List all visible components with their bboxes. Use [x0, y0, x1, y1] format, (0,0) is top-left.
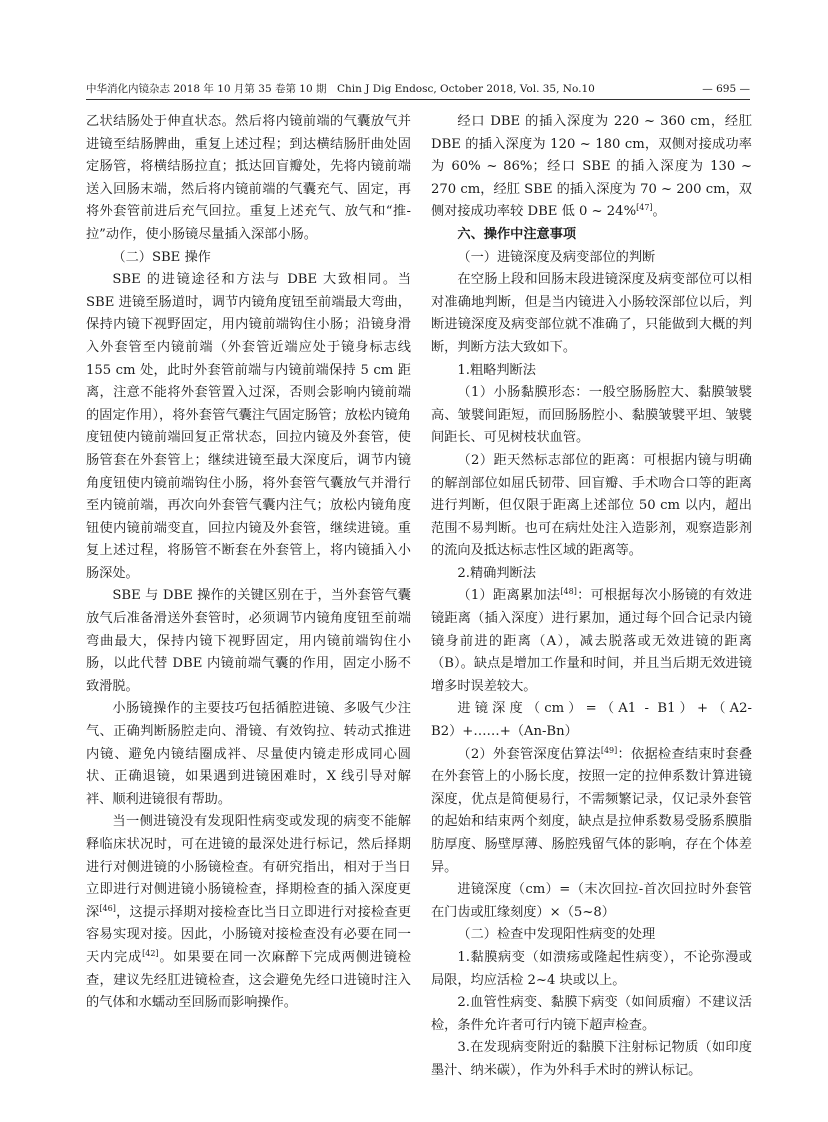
paragraph	[431, 585, 752, 698]
paragraph	[431, 744, 752, 880]
method-heading-precise: 2.精确判断法	[457, 565, 536, 581]
subsection-heading: （二）检查中发现阳性病变的处理	[457, 927, 656, 943]
formula: 进镜深度（cm）=（A1 - B1）+（A2-B2）+……+（An-Bn）	[431, 701, 752, 740]
running-header	[86, 80, 750, 98]
citation: [48]	[560, 587, 577, 597]
section-heading-6: 六、操作中注意事项	[457, 226, 577, 242]
citation: [49]	[600, 745, 618, 755]
paragraph	[431, 111, 752, 224]
paragraph: SBE 的进镜途径和方法与 DBE 大致相同。当 SBE 进镜至肠道时，调节内镜角度钮至前端最大弯曲，保持内镜下视野固定，用内镜前端钩住小肠；沿镜身滑入外套管至内镜前端（外套管近端应处于镜身标志线 155 cm 处，此时外套管前端与内镜前端保持 5 cm 距离，注意不能将外套管置入过深，否则会影响内镜前端的固定作用），将外套管气囊注气固定肠管；放松内镜角度钮使内镜前端回复正常状态，回拉内镜及外套管，使肠管套在外套管上；继续进镜至最大深度后，调节内镜角度钮使内镜前端钩住小肠，将外套管气囊放气并滑行至内镜前端，再次向外套管气囊内注气；放松内镜角度钮使内镜前端变直，回拉内镜及外套管，继续进镜。重复上述过程，将肠管不断套在外套管上，将内镜插入小肠深处。	[86, 272, 411, 581]
citation: [46]	[99, 903, 116, 913]
paragraph: SBE 与 DBE 操作的关键区别在于，当外套管气囊放气后准备滑送外套管时，必须调节内镜角度钮至前端弯曲最大，保持内镜下视野固定，用内镜前端钩住小肠，以此代替 DBE 内镜前端气囊的作用，固定小肠不致滑脱。	[86, 588, 411, 694]
paragraph: （1）小肠黏膜形态：一般空肠肠腔大、黏膜皱襞高、皱襞间距短，而回肠肠腔小、黏膜皱襞平坦、皱襞间距长、可见树枝状血管。	[431, 385, 752, 446]
paragraph: 在空肠上段和回肠末段进镜深度及病变部位可以相对准确地判断，但是当内镜进入小肠较深部位以后，判断进镜深度及病变部位就不准确了，只能做到大概的判断，判断方法大致如下。	[431, 272, 752, 355]
paragraph: 3.在发现病变附近的黏膜下注射标记物质（如印度墨汁、纳米碳），作为外科手术时的辨认标记。	[431, 1040, 752, 1078]
formula: 进镜深度（cm）=（末次回拉-首次回拉时外套管在门齿或肛缘刻度）×（5~8）	[431, 882, 752, 920]
subsection-heading: （一）进镜深度及病变部位的判断	[457, 249, 656, 265]
text-run: （1）距离累加法	[457, 588, 561, 604]
page-number: — 695 —	[702, 83, 750, 95]
paragraph: 小肠镜操作的主要技巧包括循腔进镜、多吸气少注气、正确判断肠腔走向、滑镜、有效钩拉、转动式推进内镜、避免内镜结圈成袢、尽量使内镜走形成同心圆状、正确退镜，如果遇到进镜困难时，X 线引导对解袢、顺利进镜很有帮助。	[86, 701, 411, 807]
citation: [47]	[636, 203, 653, 213]
header-rule	[86, 99, 750, 100]
text-run: 当一侧进镜没有发现阳性病变或发现的病变不能解释临床状况时，可在进镜的最深处进行标记，然后择期进行对侧进镜的小肠镜检查。有研究指出，相对于当日立即进行对侧进镜小肠镜检查，择期检查的插入深度更深	[86, 814, 411, 920]
text-run: （2）外套管深度估算法	[457, 746, 601, 762]
section-heading-sbe: （二）SBE 操作	[112, 249, 211, 265]
paragraph: 乙状结肠处于伸直状态。然后将内镜前端的气囊放气并进镜至结肠脾曲，重复上述过程；到达横结肠肝曲处固定肠管，将横结肠拉直；抵达回盲瓣处，先将内镜前端送入回肠末端，然后将内镜前端的气囊充气、固定，再将外套管前进后充气回拉。重复上述充气、放气和“推-拉”动作，使小肠镜尽量插入深部小肠。	[86, 114, 411, 242]
text-run: 经口 DBE 的插入深度为 220 ~ 360 cm，经肛 DBE 的插入深度为 120 ~ 180 cm，双侧对接成功率为 60% ~ 86%；经口 SBE 的插入深度为 130 ~ 270 cm，经肛 SBE 的插入深度为 70 ~ 200 cm，双侧对接成功率较 DBE 低 0 ~ 24%	[431, 114, 752, 220]
text-run: ：可根据每次小肠镜的有效进镜距离（插入深度）进行累加，通过每个回合记录内镜镜身前进的距离（A），减去脱落或无效进镜的距离（B）。缺点是增加工作量和时间，并且当后期无效进镜增多时误差较大。	[431, 588, 753, 694]
text-run: 。	[652, 204, 666, 220]
text-run: ，这提示择期对接检查比当日立即进行对接检查更容易实现对接。因此，小肠镜对接检查没有必要在同一天内完成	[86, 904, 412, 965]
citation: [42]	[142, 948, 159, 958]
paragraph: 2.血管性病变、黏膜下病变（如间质瘤）不建议活检，条件允许者可行内镜下超声检查。	[431, 995, 752, 1033]
paragraph	[86, 811, 411, 1014]
right-column	[431, 111, 752, 1083]
method-heading-rough: 1.粗略判断法	[457, 362, 536, 378]
paragraph: 1.黏膜病变（如溃疡或隆起性病变），不论弥漫或局限，均应活检 2~4 块或以上。	[431, 949, 752, 988]
paragraph: （2）距天然标志部位的距离：可根据内镜与明确的解剖部位如屈氏韧带、回盲瓣、手术吻合口等的距离进行判断，但仅限于距离上述部位 50 cm 以内，超出范围不易判断。也可在病灶处注入造影剂，观察造影剂的流向及抵达标志性区域的距离等。	[431, 452, 752, 559]
left-column	[86, 111, 411, 1015]
text-run: ：依据检查结束时套叠在外套管上的小肠长度，按照一定的拉伸系数计算进镜深度，优点是简便易行，不需频繁记录，仅记录外套管的起始和结束两个刻度，缺点是拉伸系数易受肠系膜脂肪厚度、肠壁厚薄、肠腔残留气体的影响，存在个体差异。	[431, 746, 753, 875]
text-run: 。如果要在同一次麻醉下完成两侧进镜检查，建议先经肛进镜检查，这会避免先经口进镜时注入的气体和水蠕动至回肠而影响操作。	[86, 949, 412, 1011]
journal-citation: 中华消化内镜杂志 2018 年 10 月第 35 卷第 10 期 Chin J Dig Endosc, October 2018, Vol. 35, No.10	[86, 83, 595, 95]
